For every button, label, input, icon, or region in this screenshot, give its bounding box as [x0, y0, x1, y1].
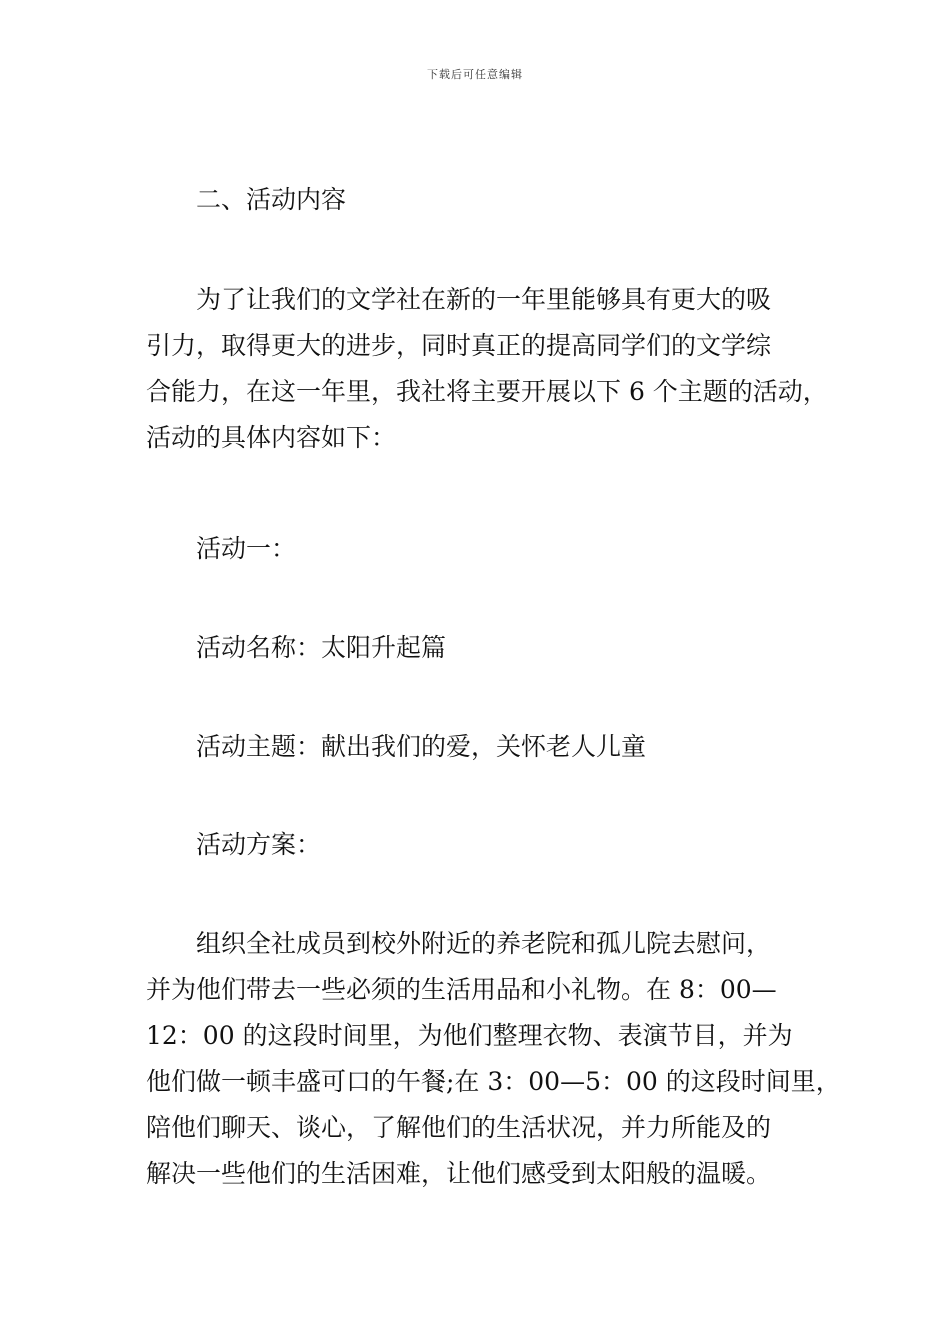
intro-paragraph — [146, 277, 836, 461]
activity-plan-label — [146, 822, 836, 868]
section-title — [146, 177, 836, 223]
intro-line: 引力，取得更大的进步，同时真正的提高同学们的文学综 — [146, 331, 772, 360]
plan-line: 并为他们带去一些必须的生活用品和小礼物。在 8：00— — [146, 975, 777, 1004]
plan-line: 他们做一顿丰盛可口的午餐;在 3：00—5：00 的这段时间里， — [146, 1067, 841, 1096]
intro-line: 为了让我们的文学社在新的一年里能够具有更大的吸 — [196, 285, 772, 314]
activity-name — [146, 625, 836, 671]
activity-label — [146, 526, 836, 572]
activity-plan-label-text: 活动方案： — [196, 830, 322, 859]
activity-name-text: 活动名称：太阳升起篇 — [196, 633, 447, 662]
activity-theme — [146, 724, 836, 770]
plan-line: 12：00 的这段时间里，为他们整理衣物、表演节目，并为 — [146, 1021, 793, 1050]
intro-line: 活动的具体内容如下： — [146, 423, 397, 452]
section-title-text: 二、活动内容 — [196, 185, 347, 214]
activity-theme-text: 活动主题：献出我们的爱，关怀老人儿童 — [196, 732, 647, 761]
plan-line: 组织全社成员到校外附近的养老院和孤儿院去慰问， — [196, 929, 772, 958]
plan-line: 陪他们聊天、谈心，了解他们的生活状况，并力所能及的 — [146, 1113, 772, 1142]
activity-label-text: 活动一： — [196, 534, 297, 563]
intro-line: 合能力，在这一年里，我社将主要开展以下 6 个主题的活动， — [146, 377, 828, 406]
page-header: 下载后可任意编辑 — [427, 68, 523, 81]
plan-line: 解决一些他们的生活困难，让他们感受到太阳般的温暖。 — [146, 1159, 772, 1188]
plan-paragraph — [146, 921, 841, 1197]
